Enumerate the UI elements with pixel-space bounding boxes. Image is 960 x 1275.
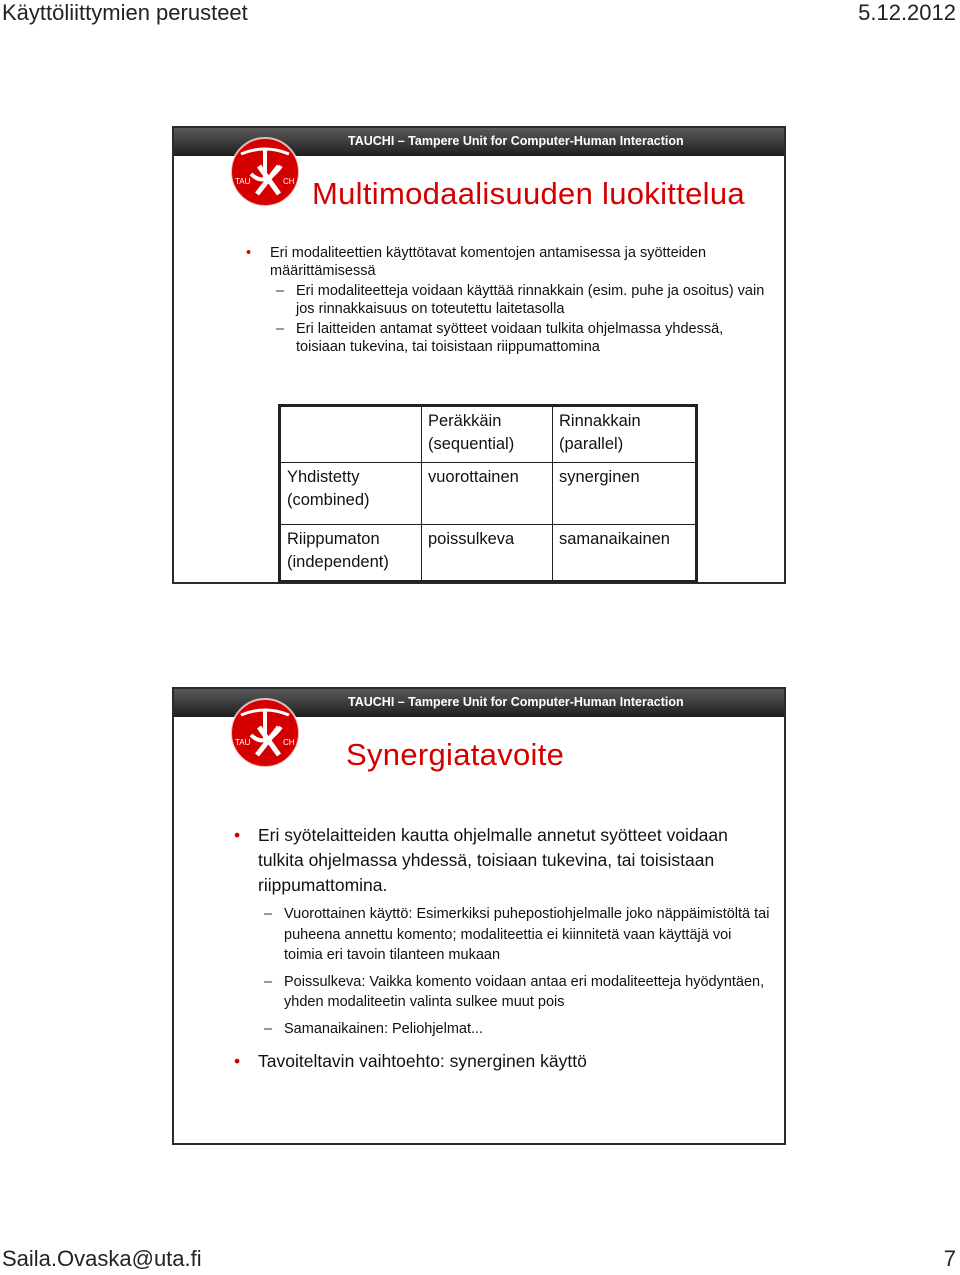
sub-bullet-item [246, 320, 766, 356]
svg-text:CH: CH [283, 738, 295, 747]
page-date: 5.12.2012 [858, 0, 956, 25]
bullet-text: Tavoiteltavin vaihtoehto: synerginen käyttö [258, 1051, 587, 1071]
bullet-item [246, 244, 766, 280]
svg-text:TAU: TAU [235, 177, 251, 186]
dash-marker: – [264, 906, 273, 922]
svg-text:CH: CH [283, 177, 295, 186]
bullet-text: Eri modaliteettien käyttötavat komentojen antamisessa ja syötteiden määrittämisessä [270, 245, 707, 279]
bullet-dot: • [234, 825, 241, 845]
slide-title: Multimodaalisuuden luokittelua [312, 176, 745, 211]
page-footer [0, 1246, 960, 1274]
slide-multimodal-classification [172, 126, 786, 584]
svg-text:TAU: TAU [235, 738, 251, 747]
dash-marker: – [276, 283, 285, 299]
table-row-label-independent: Riippumaton (independent) [280, 525, 422, 582]
sub-bullet-text: Samanaikainen: Peliohjelmat... [284, 1020, 484, 1037]
bullet-list [234, 823, 774, 1074]
table-row [280, 406, 697, 463]
table-cell: synerginen [553, 463, 697, 525]
bullet-dot: • [234, 1051, 241, 1071]
dash-marker: – [264, 973, 273, 990]
table-row [280, 463, 697, 525]
modality-table [278, 404, 698, 583]
sub-bullet-item [234, 904, 774, 966]
band-text: TAUCHI – Tampere Unit for Computer-Human Interaction [348, 695, 684, 709]
band-text: TAUCHI – Tampere Unit for Computer-Human Interaction [348, 134, 684, 148]
table-cell: poissulkeva [422, 525, 553, 582]
dash-marker: – [264, 1020, 273, 1037]
slide-title: Synergiatavoite [346, 737, 565, 772]
page-header [0, 0, 960, 26]
sub-bullet-item [234, 1019, 774, 1040]
table-header-parallel: Rinnakkain (parallel) [553, 406, 697, 463]
sub-bullet-item [246, 282, 766, 318]
tauchi-logo-icon [229, 136, 301, 208]
table-cell: vuorottainen [422, 463, 553, 525]
sub-bullet-text: Eri modaliteetteja voidaan käyttää rinnakkain (esim. puhe ja osoitus) vain jos rinnakkaisuus on toteutettu laitetasolla [296, 283, 765, 317]
sub-bullet-text: Eri laitteiden antamat syötteet voidaan tulkita ohjelmassa yhdessä, toisiaan tukevina, tai toisistaan riippumattomina [296, 321, 724, 355]
bullet-item [234, 823, 774, 898]
sub-bullet-item [234, 972, 774, 1013]
table-cell: samanaikainen [553, 525, 697, 582]
course-title: Käyttöliittymien perusteet [2, 0, 248, 25]
bullet-item [234, 1049, 774, 1074]
sub-bullet-text: Poissulkeva: Vaikka komento voidaan antaa eri modaliteetteja hyödyntäen, yhden modaliteetin valinta sulkee muut pois [284, 973, 765, 1010]
table-header-sequential: Peräkkäin (sequential) [422, 406, 553, 463]
bullet-dot: • [246, 245, 252, 261]
page-number: 7 [943, 1246, 956, 1271]
bullet-text: Eri syötelaitteiden kautta ohjelmalle annetut syötteet voidaan tulkita ohjelmassa yhdessä, toisiaan tukevina, tai toisistaan riippumattomina. [258, 825, 728, 895]
slide-synergy-goal [172, 687, 786, 1145]
author-email: Saila.Ovaska@uta.fi [2, 1246, 202, 1271]
tauchi-logo-icon [229, 697, 301, 769]
table-row-label-combined: Yhdistetty (combined) [280, 463, 422, 525]
table-row [280, 525, 697, 582]
bullet-list [246, 244, 766, 358]
dash-marker: – [276, 321, 285, 337]
sub-bullet-text: Vuorottainen käyttö: Esimerkiksi puhepostiohjelmalle joko näppäimistöltä tai puheena annettu komento; modaliteettia ei kiinnitetä vaan käyttäjä voi toimia eri tavoin tilanteen mukaan [284, 906, 770, 963]
table-cell-empty [280, 406, 422, 463]
